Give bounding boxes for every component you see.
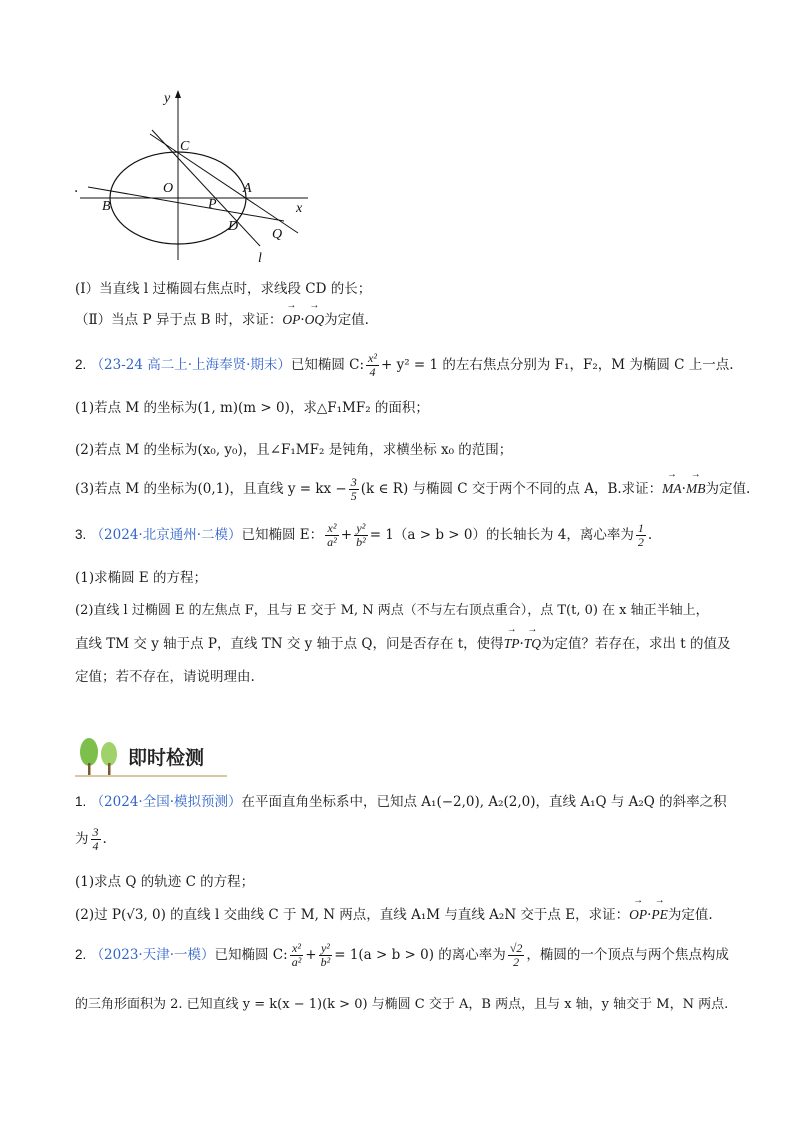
vector-ma: → MA <box>662 481 682 497</box>
p2-frac-top: x² <box>368 351 377 365</box>
t2-plus: + <box>305 947 317 963</box>
p2-stem <box>75 352 734 379</box>
figure-leading-dot: . <box>74 180 79 196</box>
t2-source: （2023·天津·一模） <box>90 947 215 963</box>
t2-frac2-bot: b² <box>320 955 331 969</box>
p2-q3-frac-bot: 5 <box>350 489 357 503</box>
t2-frac2-top: y² <box>319 942 333 956</box>
p1-part2-pre: （Ⅱ）当点 P 异于点 B 时，求证： <box>75 312 283 328</box>
t1-frac-top: 3 <box>92 825 99 839</box>
p2-q3-a: (3)若点 M 的坐标为(0,1)，且直线 y = kx − <box>75 481 347 497</box>
p3-frac2-top: y² <box>354 522 368 536</box>
p3-stem-a: 已知椭圆 E： <box>241 527 324 543</box>
p2-stem-b: + y² = 1 的左右焦点分别为 F₁，F₂，M 为椭圆 C 上一点. <box>380 357 734 373</box>
p2-q3-b: (k ∈ R) 与椭圆 C 交于两个不同的点 A，B.求证： <box>360 481 663 497</box>
p2-frac-bot: 4 <box>369 365 376 379</box>
p2-q3-c: 为定值. <box>705 481 751 497</box>
t2-frac3-bot: 2 <box>513 955 520 969</box>
p3-stem-b: = 1（a > b > 0）的长轴长为 4，离心率为 <box>369 527 634 543</box>
dot-tp: · <box>519 636 524 652</box>
p2-number: 2. <box>75 357 87 372</box>
dot-ma: · <box>681 481 686 497</box>
vector-pe: → PE <box>651 907 668 923</box>
t1-q2-b: 为定值. <box>667 907 713 923</box>
p1-part2 <box>75 308 369 328</box>
p3-q2-line2-a: 直线 TM 交 y 轴于点 P，直线 TN 交 y 轴于点 Q，问是否存在 t，使得 <box>75 636 504 652</box>
vector-tp: → TP <box>504 636 520 652</box>
p3-stem <box>75 522 652 549</box>
p3-q2-line2-b: 为定值？若存在，求出 t 的值及 <box>541 636 731 652</box>
label-y: y <box>164 91 171 106</box>
p3-number: 3. <box>75 527 87 542</box>
p2-frac <box>366 352 379 379</box>
t1-frac-bot: 4 <box>92 839 99 853</box>
vector-op: → OP <box>282 312 300 328</box>
label-c: C <box>180 139 190 154</box>
p2-q3 <box>75 476 750 503</box>
p1-part2-post: 为定值. <box>324 312 369 328</box>
t1-number: 1. <box>75 794 87 809</box>
t1-stem-b: 为 <box>75 831 89 847</box>
label-l: l <box>258 251 262 266</box>
vector-tq: → TQ <box>524 636 541 652</box>
p3-frac2-bot: b² <box>356 535 366 549</box>
t1-stem-cont <box>75 826 107 853</box>
label-d: D <box>228 219 239 234</box>
p2-stem-a: 已知椭圆 C: <box>290 357 365 373</box>
label-b: B <box>102 199 111 214</box>
ellipse-figure <box>60 88 330 268</box>
p3-frac1-bot: a² <box>327 535 337 549</box>
p2-q2: (2)若点 M 的坐标为(x₀, y₀)，且∠F₁MF₂ 是钝角，求横坐标 x₀ 的范围； <box>75 442 513 458</box>
t1-q2 <box>75 903 713 923</box>
t2-stem-a: 已知椭圆 C: <box>214 947 288 963</box>
t2-frac3 <box>508 942 525 969</box>
t2-frac3-top: √2 <box>509 941 523 955</box>
y-axis-arrow <box>175 90 181 98</box>
p3-frac3-bot: 2 <box>637 535 644 549</box>
p3-q1: (1)求椭圆 E 的方程； <box>75 570 208 586</box>
p3-q2-line2 <box>75 632 731 652</box>
p3-frac2 <box>354 522 368 549</box>
t2-frac1-top: x² <box>290 942 304 956</box>
p3-stem-c: . <box>647 527 653 543</box>
t1-stem <box>75 790 727 810</box>
t2-stem-c: ，椭圆的一个顶点与两个焦点构成 <box>526 947 729 963</box>
label-a: A <box>243 181 252 196</box>
p3-frac1 <box>325 522 339 549</box>
t2-stem <box>75 942 729 969</box>
t2-stem-b: = 1(a > b > 0) 的离心率为 <box>334 947 506 963</box>
p3-frac3-top: 1 <box>637 521 644 535</box>
p2-source: （23-24 高二上·上海奉贤·期末） <box>90 357 291 373</box>
t2-line2: 的三角形面积为 2. 已知直线 y = k(x − 1)(k > 0) 与椭圆 C 交于 A，B 两点，且与 x 轴，y 轴交于 M，N 两点. <box>75 997 729 1012</box>
label-p: P <box>208 197 217 212</box>
p2-q1: (1)若点 M 的坐标为(1, m)(m > 0)，求△F₁MF₂ 的面积； <box>75 400 429 416</box>
dot-op2: · <box>647 907 652 923</box>
t1-frac <box>91 826 101 853</box>
label-x: x <box>296 201 303 216</box>
t1-stem-c: . <box>102 831 107 847</box>
t2-frac1-bot: a² <box>291 955 302 969</box>
trees-icon <box>75 735 125 777</box>
p2-q3-frac <box>349 476 359 503</box>
t2-number: 2. <box>75 947 87 962</box>
p3-frac3 <box>636 522 646 549</box>
p3-source: （2024·北京通州·二模） <box>90 527 242 543</box>
dot-op: · <box>300 312 305 328</box>
vector-oq: → OQ <box>305 312 325 328</box>
t2-frac1 <box>290 942 304 969</box>
label-q: Q <box>272 227 283 242</box>
section-underline <box>75 775 227 777</box>
p3-plus: + <box>340 527 353 543</box>
vector-op2: → OP <box>629 907 647 923</box>
p3-q2-line3: 定值；若不存在，请说明理由. <box>75 669 255 685</box>
label-o: O <box>163 181 174 196</box>
p3-q2-line1: (2)直线 l 过椭圆 E 的左焦点 F，且与 E 交于 M, N 两点（不与左右顶点重合），点 T(t, 0) 在 x 轴正半轴上， <box>75 603 709 618</box>
p3-frac1-top: x² <box>325 522 339 536</box>
vector-mb: → MB <box>686 481 706 497</box>
t1-q2-a: (2)过 P(√3, 0) 的直线 l 交曲线 C 于 M, N 两点，直线 A₁M 与直线 A₂N 交于点 E，求证： <box>75 907 630 923</box>
p1-part1: (Ⅰ）当直线 l 过椭圆右焦点时，求线段 CD 的长； <box>75 281 372 297</box>
t1-stem-a: 在平面直角坐标系中，已知点 A₁(−2,0), A₂(2,0)，直线 A₁Q 与 A₂Q 的斜率之积 <box>241 794 727 810</box>
p2-q3-frac-top: 3 <box>350 475 357 489</box>
t1-q1: (1)求点 Q 的轨迹 C 的方程； <box>75 874 255 890</box>
t2-frac2 <box>319 942 333 969</box>
section-title: 即时检测 <box>128 747 205 769</box>
section-header <box>75 735 227 777</box>
t1-source: （2024·全国·模拟预测） <box>90 794 242 810</box>
